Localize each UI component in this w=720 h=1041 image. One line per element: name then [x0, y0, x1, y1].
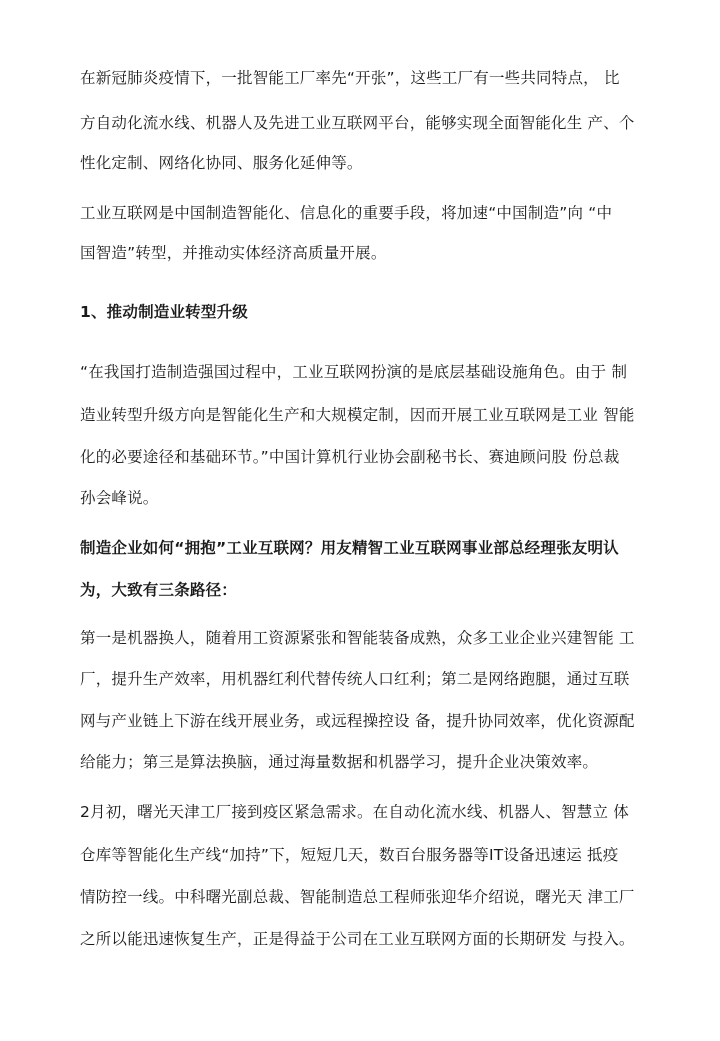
paragraph-6-line-1: 2月初，曙光天津工厂接到疫区紧急需求。在自动化流水线、机器人、智慧立 体: [80, 803, 629, 821]
paragraph-5-line-4: 给能力；第三是算法换脑，通过海量数据和机器学习，提升企业决策效率。: [80, 753, 599, 771]
section-heading: 1、推动制造业转型升级: [80, 303, 248, 321]
paragraph-5-line-2: 厂，提升生产效率，用机器红利代替传统人口红利；第二是网络跑腿，通过互联: [80, 670, 630, 688]
paragraph-2-line-2: 国智造”转型，并推动实体经济高质量开展。: [80, 244, 387, 262]
paragraph-3-line-2: 造业转型升级方向是智能化生产和大规模定制，因而开展工业互联网是工业 智能: [80, 406, 635, 424]
paragraph-3-line-3: 化的必要途径和基础环节。”中国计算机行业协会副秘书长、赛迪顾问股 份总裁: [80, 448, 620, 466]
paragraph-4-line-2: 为，大致有三条路径：: [80, 581, 238, 599]
paragraph-6-line-3: 情防控一线。中科曙光副总裁、智能制造总工程师张迎华介绍说，曙光天 津工厂: [80, 888, 635, 906]
paragraph-2-line-1: 工业互联网是中国制造智能化、信息化的重要手段，将加速“中国制造”向 “中: [80, 204, 613, 222]
paragraph-5-line-1: 第一是机器换人，随着用工资源紧张和智能装备成熟，众多工业企业兴建智能 工: [80, 629, 635, 647]
paragraph-6-line-2: 仓库等智能化生产线“加持”下，短短几天，数百台服务器等IT设备迅速运 抵疫: [80, 846, 619, 864]
paragraph-6-line-4: 之所以能迅速恢复生产，正是得益于公司在工业互联网方面的长期研发 与投入。: [80, 930, 635, 948]
paragraph-1-line-1: 在新冠肺炎疫情下，一批智能工厂率先“开张”，这些工厂有一些共同特点， 比: [80, 69, 620, 87]
paragraph-1-line-2: 方自动化流水线、机器人及先进工业互联网平台，能够实现全面智能化生 产、个: [80, 114, 635, 132]
paragraph-1-line-3: 性化定制、网络化协同、服务化延伸等。: [80, 154, 363, 172]
paragraph-3-line-4: 孙会峰说。: [80, 489, 159, 507]
paragraph-3-line-1: “在我国打造制造强国过程中，工业互联网扮演的是底层基础设施角色。由于 制: [80, 363, 628, 381]
paragraph-4-line-1: 制造企业如何“拥抱”工业互联网？用友精智工业互联网事业部总经理张友明认: [80, 539, 619, 557]
paragraph-5-line-3: 网与产业链上下游在线开展业务，或远程操控设 备，提升协同效率，优化资源配: [80, 712, 635, 730]
